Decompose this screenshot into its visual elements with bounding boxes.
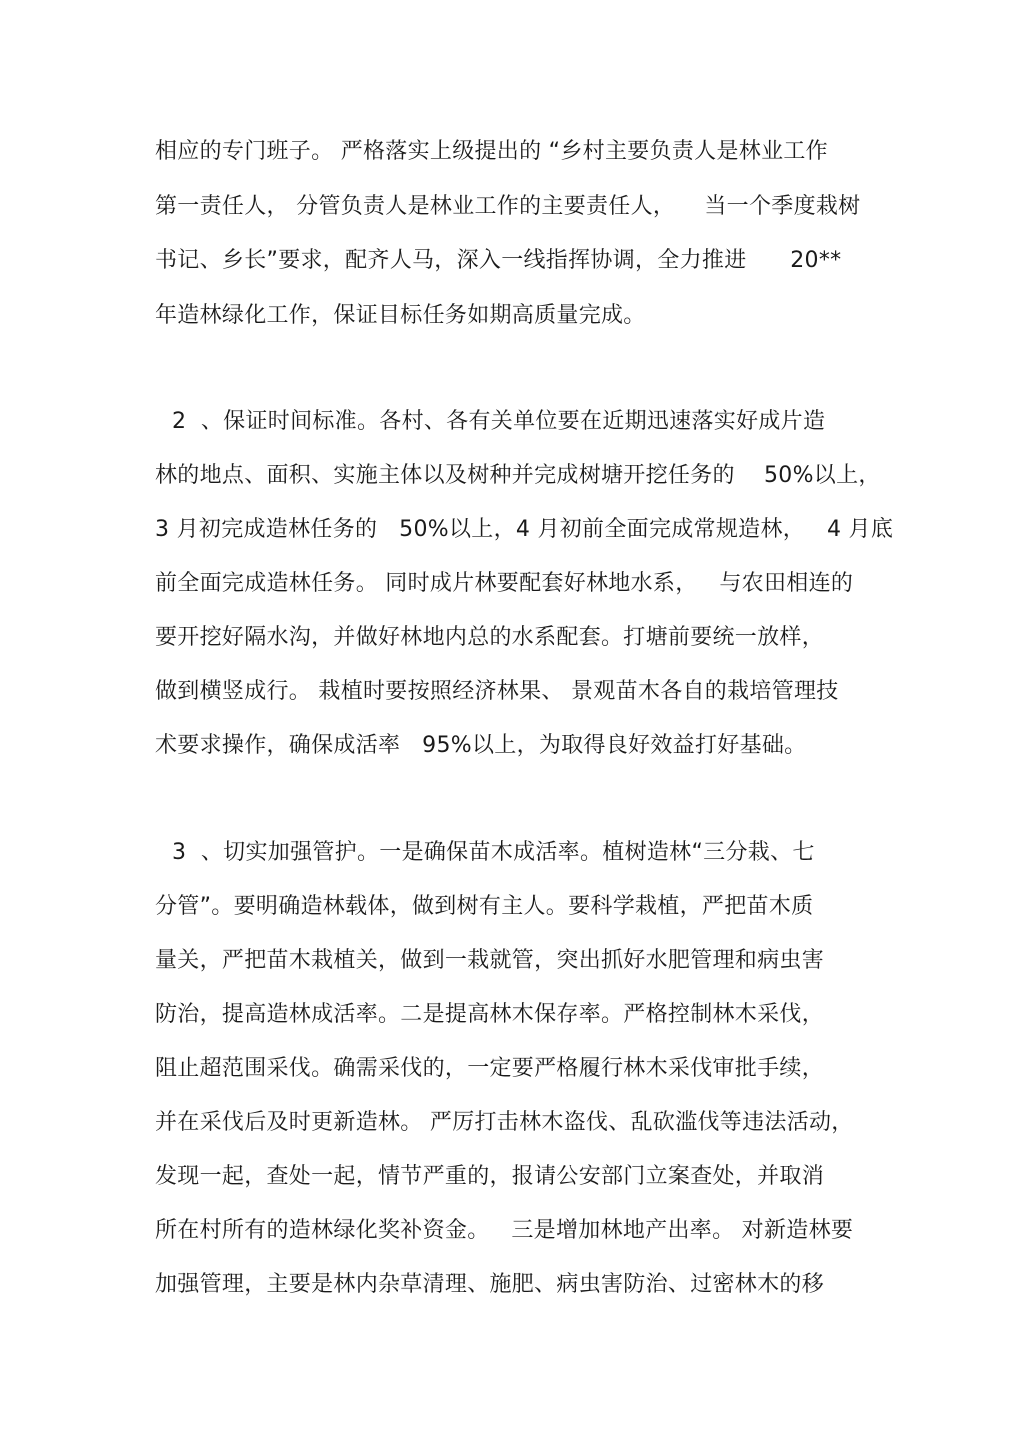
paragraph-1-line-2: 第一责任人， 分管负责人是林业工作的主要责任人， 当一个季度栽树 — [155, 194, 861, 219]
paragraph-2-line-2: 林的地点、面积、实施主体以及树种并完成树塘开挖任务的 50%以上， — [155, 463, 881, 488]
paragraph-3-line-2: 分管”。要明确造林载体，做到树有主人。要科学栽植，严把苗木质 — [155, 894, 814, 919]
paragraph-2-line-5: 要开挖好隔水沟，并做好林地内总的水系配套。打塘前要统一放样， — [155, 625, 825, 650]
paragraph-2-line-7: 术要求操作，确保成活率 95%以上，为取得良好效益打好基础。 — [155, 733, 807, 758]
paragraph-2-line-3: 3 月初完成造林任务的 50%以上，4 月初前全面完成常规造林， 4 月底 — [155, 517, 894, 542]
paragraph-3-line-1: 3 、切实加强管护。一是确保苗木成活率。植树造林“三分栽、七 — [172, 840, 815, 865]
paragraph-2-line-6: 做到横竖成行。 栽植时要按照经济林果、 景观苗木各自的栽培管理技 — [155, 679, 839, 704]
paragraph-2-line-1: 2 、保证时间标准。各村、各有关单位要在近期迅速落实好成片造 — [172, 409, 826, 434]
paragraph-2-line-4: 前全面完成造林任务。 同时成片林要配套好林地水系， 与农田相连的 — [155, 571, 854, 596]
paragraph-3-line-9: 加强管理，主要是林内杂草清理、施肥、病虫害防治、过密林木的移 — [155, 1272, 825, 1297]
paragraph-1-line-1: 相应的专门班子。 严格落实上级提出的 “乡村主要负责人是林业工作 — [155, 139, 828, 164]
paragraph-3-line-4: 防治，提高造林成活率。二是提高林木保存率。严格控制林木采伐， — [155, 1002, 825, 1027]
paragraph-3-line-7: 发现一起，查处一起，情节严重的，报请公安部门立案查处，并取消 — [155, 1164, 825, 1189]
paragraph-3-line-5: 阻止超范围采伐。确需采伐的，一定要严格履行林木采伐审批手续， — [155, 1056, 825, 1081]
paragraph-3-line-6: 并在采伐后及时更新造林。 严厉打击林木盗伐、乱砍滥伐等违法活动， — [155, 1110, 854, 1135]
paragraph-3-line-3: 量关，严把苗木栽植关，做到一栽就管，突出抓好水肥管理和病虫害 — [155, 948, 825, 973]
paragraph-1-line-3: 书记、乡长”要求，配齐人马，深入一线指挥协调，全力推进 20** — [155, 248, 842, 273]
paragraph-3-line-8: 所在村所有的造林绿化奖补资金。 三是增加林地产出率。 对新造林要 — [155, 1218, 854, 1243]
paragraph-1-line-4: 年造林绿化工作，保证目标任务如期高质量完成。 — [155, 303, 646, 328]
